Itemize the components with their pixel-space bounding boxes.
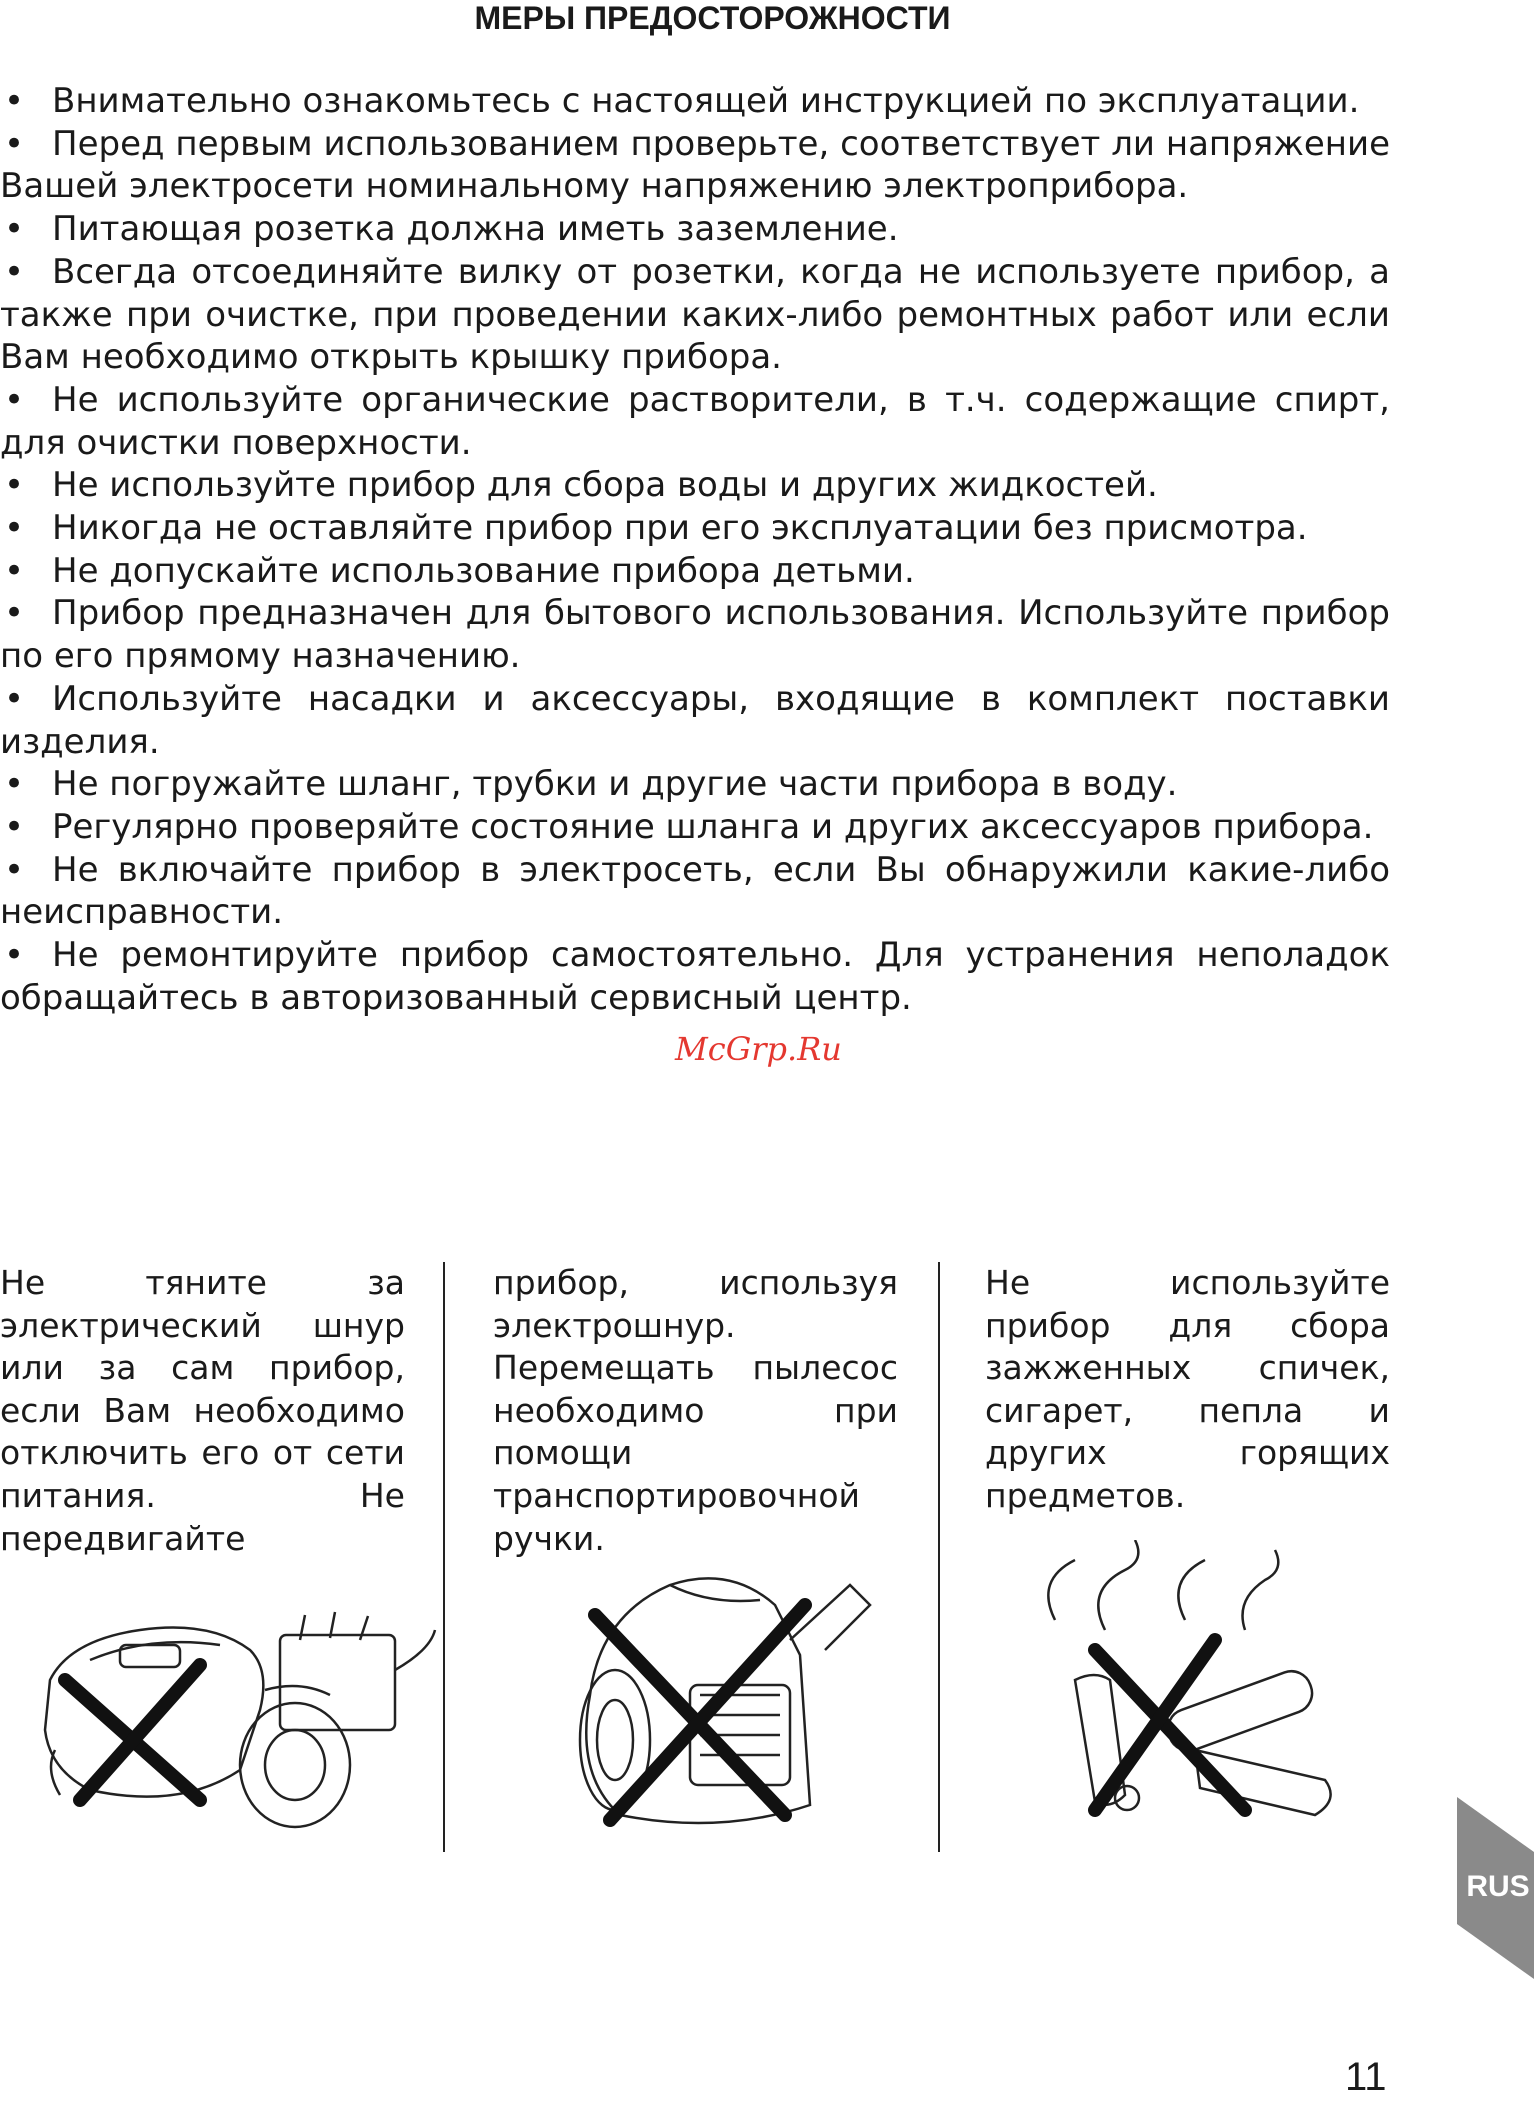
vacuum-hose-illustration [560, 1545, 880, 1845]
bullet-icon: • [4, 123, 25, 164]
list-item [0, 379, 1390, 464]
list-item [0, 763, 1390, 806]
bullet-icon: • [4, 251, 25, 292]
bullet-icon: • [4, 81, 25, 121]
watermark: McGrp.Ru [675, 1030, 842, 1068]
list-item-text: Не допускайте использование прибора детьми. [52, 550, 915, 591]
language-tab-label: RUS [1466, 1870, 1530, 1903]
list-item [0, 806, 1390, 849]
bullet-icon: • [4, 678, 25, 719]
list-item-text: Никогда не оставляйте прибор при его эксплуатации без присмотра. [52, 508, 1308, 549]
list-item [0, 934, 1390, 1019]
column-divider [443, 1262, 445, 1852]
bullet-icon: • [4, 465, 25, 506]
list-item-text: Не включайте прибор в электросеть, если Вы обнаружили какие-либо неисправности. [0, 849, 1390, 933]
vacuum-pull-cord-illustration [30, 1520, 440, 1840]
list-item [0, 208, 1390, 251]
bullet-icon: • [4, 849, 25, 890]
list-item-text: Не используйте органические растворители, в т.ч. содержащие спирт, для очистки поверхности. [0, 379, 1390, 463]
bullet-icon: • [4, 593, 25, 634]
list-item-text: Используйте насадки и аксессуары, входящие в комплект поставки изделия. [0, 678, 1390, 762]
bullet-icon: • [4, 764, 25, 805]
list-item-text: Питающая розетка должна иметь заземление. [52, 209, 899, 250]
bullet-icon: • [4, 379, 25, 420]
list-item-text: Всегда отсоединяйте вилку от розетки, когда не используете прибор, а также при очистке, при проведении каких-либо ремонтных работ или если Вам необходимо открыть крышку прибора. [0, 251, 1390, 378]
bullet-icon: • [4, 550, 25, 591]
list-item [0, 592, 1390, 677]
list-item-text: Прибор предназначен для бытового использования. Используйте прибор по его прямому назначению. [0, 593, 1390, 677]
list-item [0, 80, 1390, 123]
list-item [0, 251, 1390, 379]
list-item-text: Не ремонтируйте прибор самостоятельно. Для устранения неполадок обращайтесь в авторизованный сервисный центр. [0, 935, 1390, 1018]
list-item [0, 678, 1390, 763]
list-item [0, 849, 1390, 934]
page-number: 11 [1345, 2055, 1387, 2099]
bullet-icon: • [4, 508, 25, 549]
bullet-icon: • [4, 209, 25, 250]
list-item-text: Регулярно проверяйте состояние шланга и других аксессуаров прибора. [52, 806, 1374, 847]
warning-column-handle: прибор, используя электрошнур. Перемещать пылесос необходимо при помощи транспортировочной ручки. [493, 1263, 898, 1558]
warning-column-cord: Не тяните за электрический шнур или за сам прибор, если Вам необходимо отключить его от сети питания. Не передвигайте [0, 1263, 405, 1558]
list-item-text: Внимательно ознакомьтесь с настоящей инструкцией по эксплуатации. [52, 81, 1360, 121]
bullet-icon: • [4, 806, 25, 847]
list-item-text: Не погружайте шланг, трубки и другие части прибора в воду. [52, 764, 1178, 805]
list-item [0, 550, 1390, 593]
page-title: МЕРЫ ПРЕДОСТОРОЖНОСТИ [474, 0, 951, 36]
list-item [0, 507, 1390, 550]
bullet-icon: • [4, 935, 25, 976]
column-divider [938, 1262, 940, 1852]
list-item-text: Не используйте прибор для сбора воды и других жидкостей. [52, 465, 1158, 506]
list-item [0, 123, 1390, 208]
burning-objects-illustration [1015, 1540, 1345, 1840]
list-item [0, 464, 1390, 507]
precautions-list [0, 80, 1390, 1019]
list-item-text: Перед первым использованием проверьте, соответствует ли напряжение Вашей электросети номинальному напряжению электроприбора. [0, 123, 1390, 207]
warning-column-burning: Не используйте прибор для сбора зажженных спичек, сигарет, пепла и других горящих предметов. [985, 1263, 1390, 1515]
